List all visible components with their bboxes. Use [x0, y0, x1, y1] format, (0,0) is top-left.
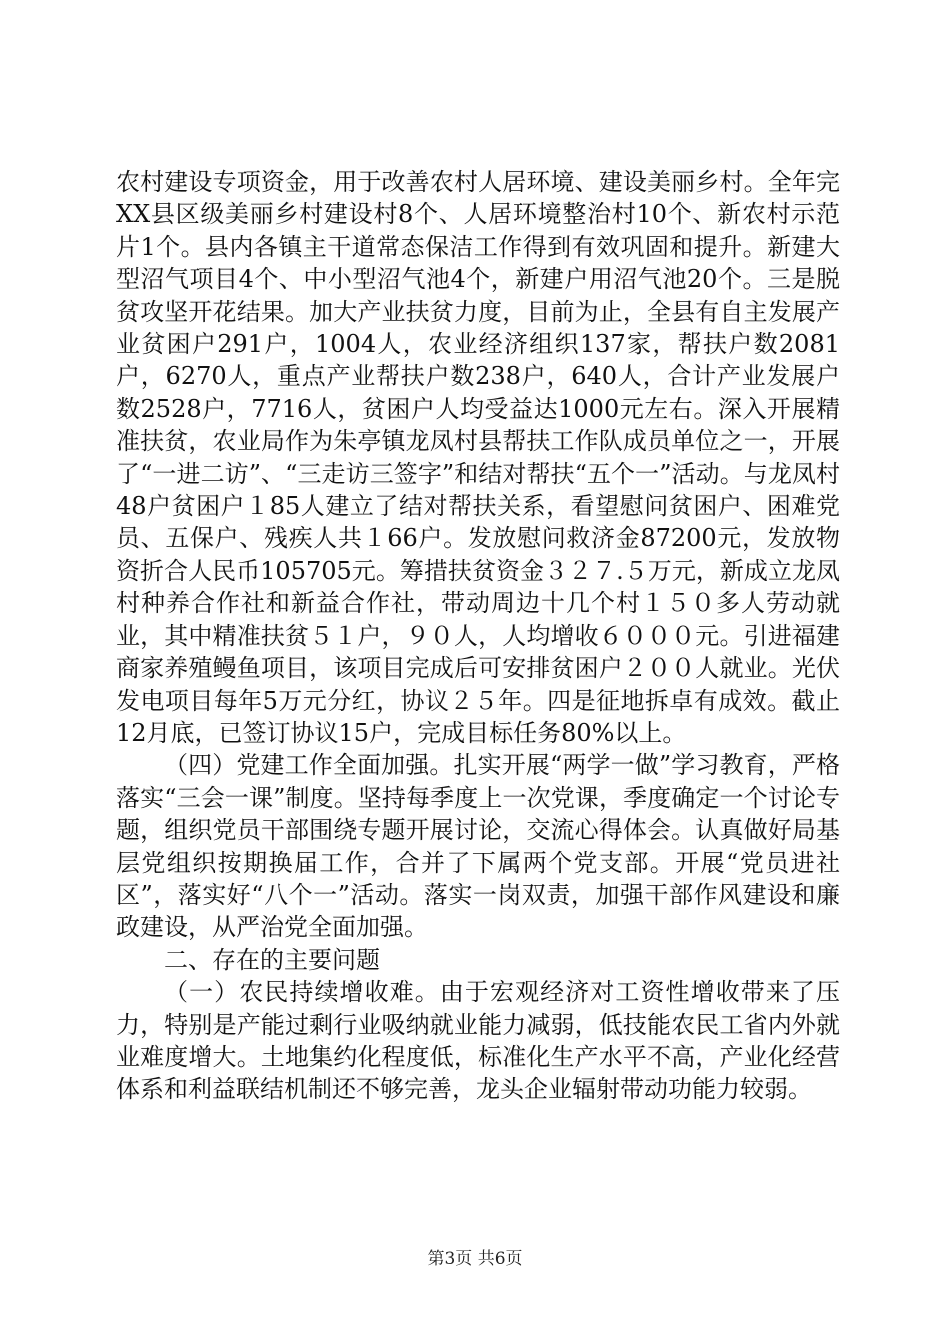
paragraph-poverty-alleviation: 农村建设专项资金，用于改善农村人居环境、建设美丽乡村。全年完XX县区级美丽乡村建设村8个、人居环境整治村10个、新农村示范片1个。县内各镇主干道常态保洁工作得到有效巩固和提升。新建大型沼气项目4个、中小型沼气池4个，新建户用沼气池20个。三是脱贫攻坚开花结果。加大产业扶贫力度，目前为止，全县有自主发展产业贫困户291户，1004人，农业经济组织137家，帮扶户数2081户，6270人，重点产业帮扶户数238户，640人，合计产业发展户数2528户，7716人，贫困户人均受益达1000元左右。深入开展精准扶贫，农业局作为朱亭镇龙凤村县帮扶工作队成员单位之一，开展了“一进二访”、“三走访三签字”和结对帮扶“五个一”活动。与龙凤村48户贫困户１85人建立了结对帮扶关系，看望慰问贫困户、困难党员、五保户、残疾人共１66户。发放慰问救济金87200元，发放物资折合人民币105705元。筹措扶贫资金３２７.５万元，新成立龙凤村种养合作社和新益合作社，带动周边十几个村１５０多人劳动就业，其中精准扶贫５１户，９０人，人均增收６０００元。引进福建商家养殖鳗鱼项目，该项目完成后可安排贫困户２００人就业。光伏发电项目每年5万元分红，协议２５年。四是征地拆卓有成效。截止12月底，已签订协议15户，完成目标任务80%以上。	[116, 168, 840, 747]
paragraph-farmer-income: （一）农民持续增收难。由于宏观经济对工资性增收带来了压力，特别是产能过剩行业吸纳就业能力减弱，低技能农民工省内外就业难度增大。土地集约化程度低，标准化生产水平不高，产业化经营体系和利益联结机制还不够完善，龙头企业辐射带动功能力较弱。	[116, 978, 840, 1104]
page-number-footer: 第3页 共6页	[427, 1249, 523, 1269]
document-body	[116, 166, 840, 1106]
paragraph-party-building: （四）党建工作全面加强。扎实开展“两学一做”学习教育，严格落实“三会一课”制度。坚持每季度上一次党课，季度确定一个讨论专题，组织党员干部围绕专题开展讨论，交流心得体会。认真做好局基层党组织按期换届工作，合并了下属两个党支部。开展“党员进社区”，落实好“八个一”活动。落实一岗双责，加强干部作风建设和廉政建设，从严治党全面加强。	[116, 751, 840, 942]
section-heading-main-problems: 二、存在的主要问题	[164, 945, 380, 974]
